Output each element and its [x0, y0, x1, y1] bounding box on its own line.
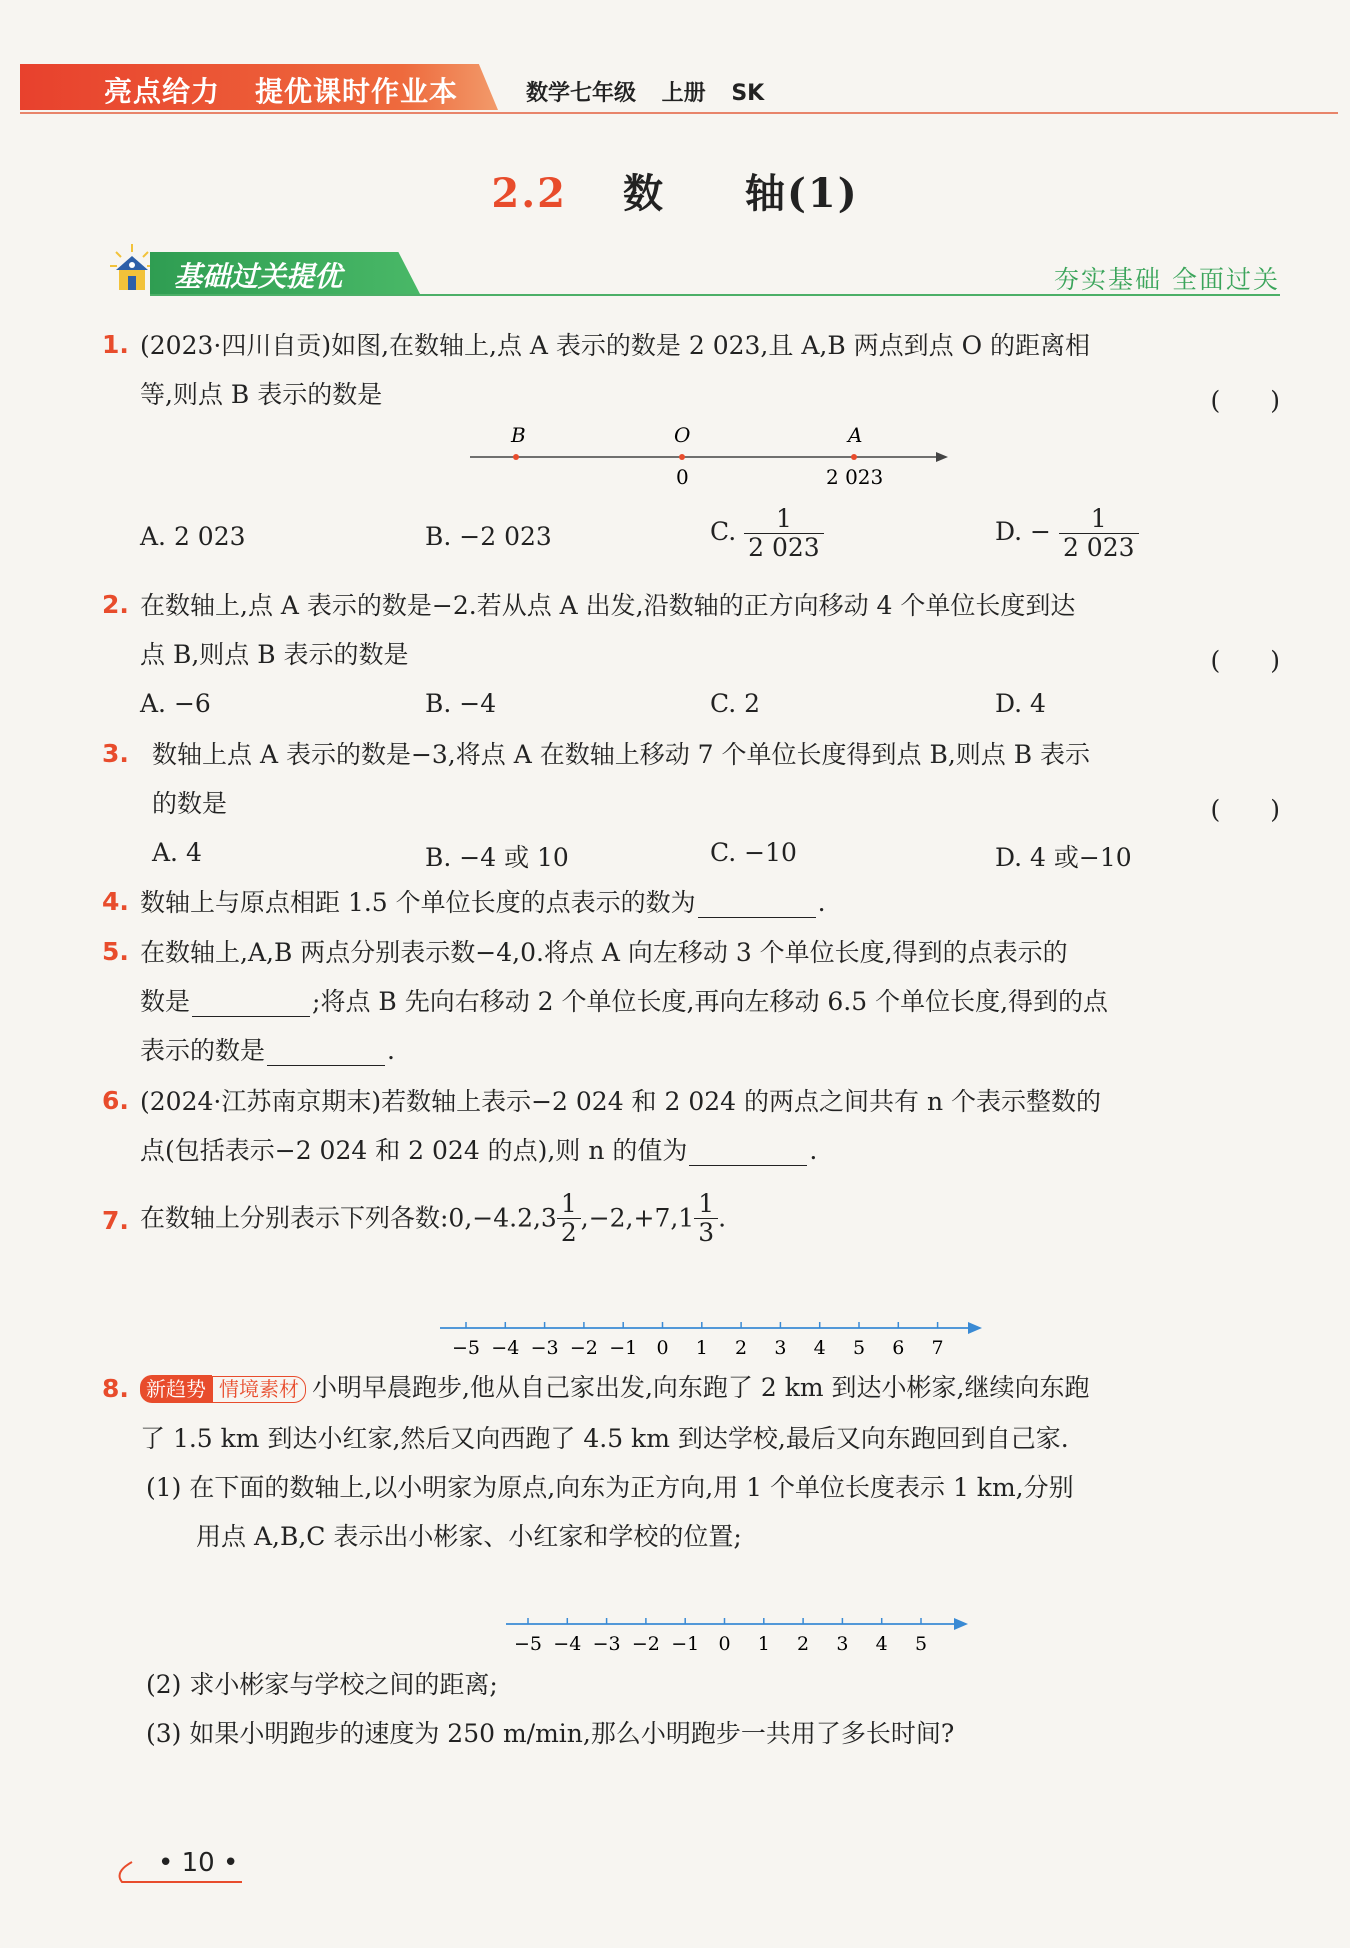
- q1-option-a: A. 2 023: [140, 522, 246, 551]
- book-info: 数学七年级 上册 SK: [526, 81, 765, 106]
- q2-number: 2.: [102, 590, 129, 619]
- q5-line1: 在数轴上,A,B 两点分别表示数−4,0.将点 A 向左移动 3 个单位长度,得到的点表示的: [140, 938, 1068, 967]
- q7-tick-label: 4: [813, 1337, 826, 1359]
- q1-line1: (2023·四川自贡)如图,在数轴上,点 A 表示的数是 2 023,且 A,B 两点到点 O 的距离相: [140, 331, 1091, 360]
- q5-answer-blank-1[interactable]: [192, 992, 310, 1017]
- q3-option-a: A. 4: [152, 838, 202, 867]
- q1-number-line: [460, 420, 960, 490]
- q4-answer-blank[interactable]: [698, 893, 816, 918]
- q8-tick-label: 4: [875, 1633, 888, 1655]
- section-label: 基础过关提优: [174, 260, 343, 293]
- school-icon: [108, 242, 156, 294]
- q1-answer-paren: ( ): [1210, 386, 1280, 415]
- q4-line: [140, 888, 826, 918]
- q8-line1-text: 小明早晨跑步,他从自己家出发,向东跑了 2 km 到达小彬家,继续向东跑: [312, 1373, 1090, 1402]
- q5-answer-blank-2[interactable]: [267, 1041, 385, 1066]
- q4-end: .: [817, 888, 826, 917]
- q3-number: 3.: [102, 739, 129, 768]
- q2-option-d: D. 4: [995, 689, 1046, 718]
- q1-label-zero: 0: [676, 465, 689, 489]
- q8-tick-label: 0: [718, 1633, 731, 1655]
- q2-option-c: C. 2: [710, 689, 761, 718]
- page-title: [0, 162, 1350, 219]
- q3-option-c: C. −10: [710, 838, 797, 867]
- q5-line3-text: 表示的数是: [140, 1036, 266, 1065]
- q6-line2: [140, 1136, 817, 1166]
- q7-fraction-2-numerator: 1: [694, 1190, 718, 1219]
- q1-point-a: [851, 454, 857, 460]
- q8-tag-context: 情境素材: [212, 1376, 306, 1403]
- q8-part2: (2) 求小彬家与学校之间的距离;: [146, 1670, 498, 1699]
- q7-tick-label: 7: [931, 1337, 944, 1359]
- q7-fraction-1: [557, 1190, 581, 1247]
- q8-tick-label: −4: [553, 1633, 582, 1655]
- q8-tick-label: 5: [914, 1633, 928, 1655]
- q7-mid: ,−2,+7,1: [580, 1203, 695, 1233]
- q8-tick-label: −3: [592, 1633, 621, 1655]
- q3-line1: 数轴上点 A 表示的数是−3,将点 A 在数轴上移动 7 个单位长度得到点 B,则点 B 表示: [152, 740, 1091, 769]
- q1-number: 1.: [102, 330, 129, 359]
- header-rule: [20, 112, 1338, 114]
- q6-end: .: [809, 1136, 818, 1165]
- q8-tick-label: −5: [513, 1633, 543, 1655]
- q1-option-c-numerator: 1: [744, 505, 824, 534]
- q1-point-o: [679, 454, 685, 460]
- q7-line: [140, 1190, 726, 1247]
- q7-tick-label: 3: [774, 1337, 787, 1359]
- q7-tick-label: 6: [892, 1337, 905, 1359]
- q6-line1: (2024·江苏南京期末)若数轴上表示−2 024 和 2 024 的两点之间共有 n 个表示整数的: [140, 1087, 1102, 1116]
- q7-tick-label: 5: [852, 1337, 866, 1359]
- q1-point-b: [513, 454, 519, 460]
- q7-tick-label: −3: [530, 1337, 559, 1359]
- q8-part1-line2: 用点 A,B,C 表示出小彬家、小红家和学校的位置;: [196, 1522, 742, 1551]
- title-char-1: 数: [622, 170, 665, 217]
- q2-line1: 在数轴上,点 A 表示的数是−2.若从点 A 出发,沿数轴的正方向移动 4 个单位长度到达: [140, 591, 1076, 620]
- title-char-2: 轴(1): [744, 170, 859, 217]
- q1-label-o: O: [674, 423, 691, 447]
- q7-fraction-2: [694, 1190, 718, 1247]
- q7-tick-label: 2: [735, 1337, 748, 1359]
- q1-option-d-prefix: D. −: [995, 517, 1051, 546]
- q3-line2: 的数是: [152, 789, 228, 818]
- q2-option-a: A. −6: [140, 689, 211, 718]
- q8-part1-line1: (1) 在下面的数轴上,以小明家为原点,向东为正方向,用 1 个单位长度表示 1 km,分别: [146, 1473, 1074, 1502]
- q4-number: 4.: [102, 887, 129, 916]
- q7-tick-label: 1: [695, 1337, 708, 1359]
- q6-answer-blank[interactable]: [689, 1141, 807, 1166]
- q5-line2: [140, 987, 1108, 1017]
- section-slogan: 夯实基础 全面过关: [1054, 265, 1280, 294]
- q5-end: .: [387, 1036, 395, 1065]
- q1-option-d: [995, 505, 1139, 562]
- q7-tick-label: −1: [609, 1337, 638, 1359]
- q8-number-line[interactable]: [496, 1606, 976, 1662]
- q7-tick-label: −4: [491, 1337, 520, 1359]
- q2-option-b: B. −4: [425, 689, 497, 718]
- q1-option-d-numerator: 1: [1059, 505, 1139, 534]
- q1-label-a: A: [848, 423, 863, 447]
- q1-label-b: B: [511, 423, 526, 447]
- q2-line2: 点 B,则点 B 表示的数是: [140, 640, 409, 669]
- q3-option-b: B. −4 或 10: [425, 843, 569, 872]
- q3-option-d: D. 4 或−10: [995, 843, 1132, 872]
- q1-option-d-fraction: [1059, 505, 1139, 562]
- q1-option-b: B. −2 023: [425, 522, 552, 551]
- q7-fraction-1-denominator: 2: [560, 1218, 577, 1247]
- q8-tick-label: −1: [671, 1633, 700, 1655]
- q8-number: 8.: [102, 1374, 129, 1403]
- q8-tick-label: 1: [757, 1633, 770, 1655]
- q7-number: 7.: [102, 1206, 129, 1235]
- q8-line2: 了 1.5 km 到达小红家,然后又向西跑了 4.5 km 到达学校,最后又向东跑回到自己家.: [140, 1424, 1069, 1453]
- q7-text: 在数轴上分别表示下列各数:0,−4.2,3: [140, 1203, 557, 1233]
- q7-end: .: [718, 1203, 727, 1233]
- q1-line2: 等,则点 B 表示的数是: [140, 380, 383, 409]
- q8-line1: [140, 1373, 1089, 1403]
- q5-line3: [140, 1036, 395, 1066]
- q8-tag-trend: 新趋势: [140, 1375, 212, 1403]
- q7-tick-label: 0: [656, 1337, 669, 1359]
- q8-tick-label: 2: [797, 1633, 810, 1655]
- q1-option-c: [710, 505, 824, 562]
- q7-fraction-2-denominator: 3: [698, 1218, 715, 1247]
- q1-option-c-prefix: C.: [710, 517, 737, 546]
- q7-number-line[interactable]: [430, 1310, 990, 1366]
- section-number: 2.2: [491, 170, 567, 217]
- q1-option-c-denominator: 2 023: [748, 533, 820, 562]
- q6-number: 6.: [102, 1086, 129, 1115]
- q5-line2-start: 数是: [140, 987, 191, 1016]
- q1-option-d-denominator: 2 023: [1062, 533, 1135, 562]
- q1-option-c-fraction: [744, 505, 824, 562]
- q4-text: 数轴上与原点相距 1.5 个单位长度的点表示的数为: [140, 888, 696, 917]
- q6-line2-text: 点(包括表示−2 024 和 2 024 的点),则 n 的值为: [140, 1136, 688, 1165]
- q5-line2-rest: ;将点 B 先向右移动 2 个单位长度,再向左移动 6.5 个单位长度,得到的点: [312, 987, 1109, 1016]
- brand-title: 亮点给力: [104, 75, 221, 108]
- q7-tick-label: −5: [451, 1337, 481, 1359]
- q7-tick-label: −2: [569, 1337, 598, 1359]
- q3-answer-paren: ( ): [1210, 795, 1280, 824]
- q1-label-value: 2 023: [826, 465, 884, 489]
- q2-answer-paren: ( ): [1210, 646, 1280, 675]
- q8-tick-label: −2: [631, 1633, 660, 1655]
- page-number: • 10 •: [158, 1848, 239, 1878]
- q5-number: 5.: [102, 937, 129, 966]
- q7-fraction-1-numerator: 1: [557, 1190, 581, 1219]
- q8-part3: (3) 如果小明跑步的速度为 250 m/min,那么小明跑步一共用了多长时间?: [146, 1719, 955, 1748]
- brand-subtitle: 提优课时作业本: [255, 75, 459, 108]
- q8-tick-label: 3: [836, 1633, 849, 1655]
